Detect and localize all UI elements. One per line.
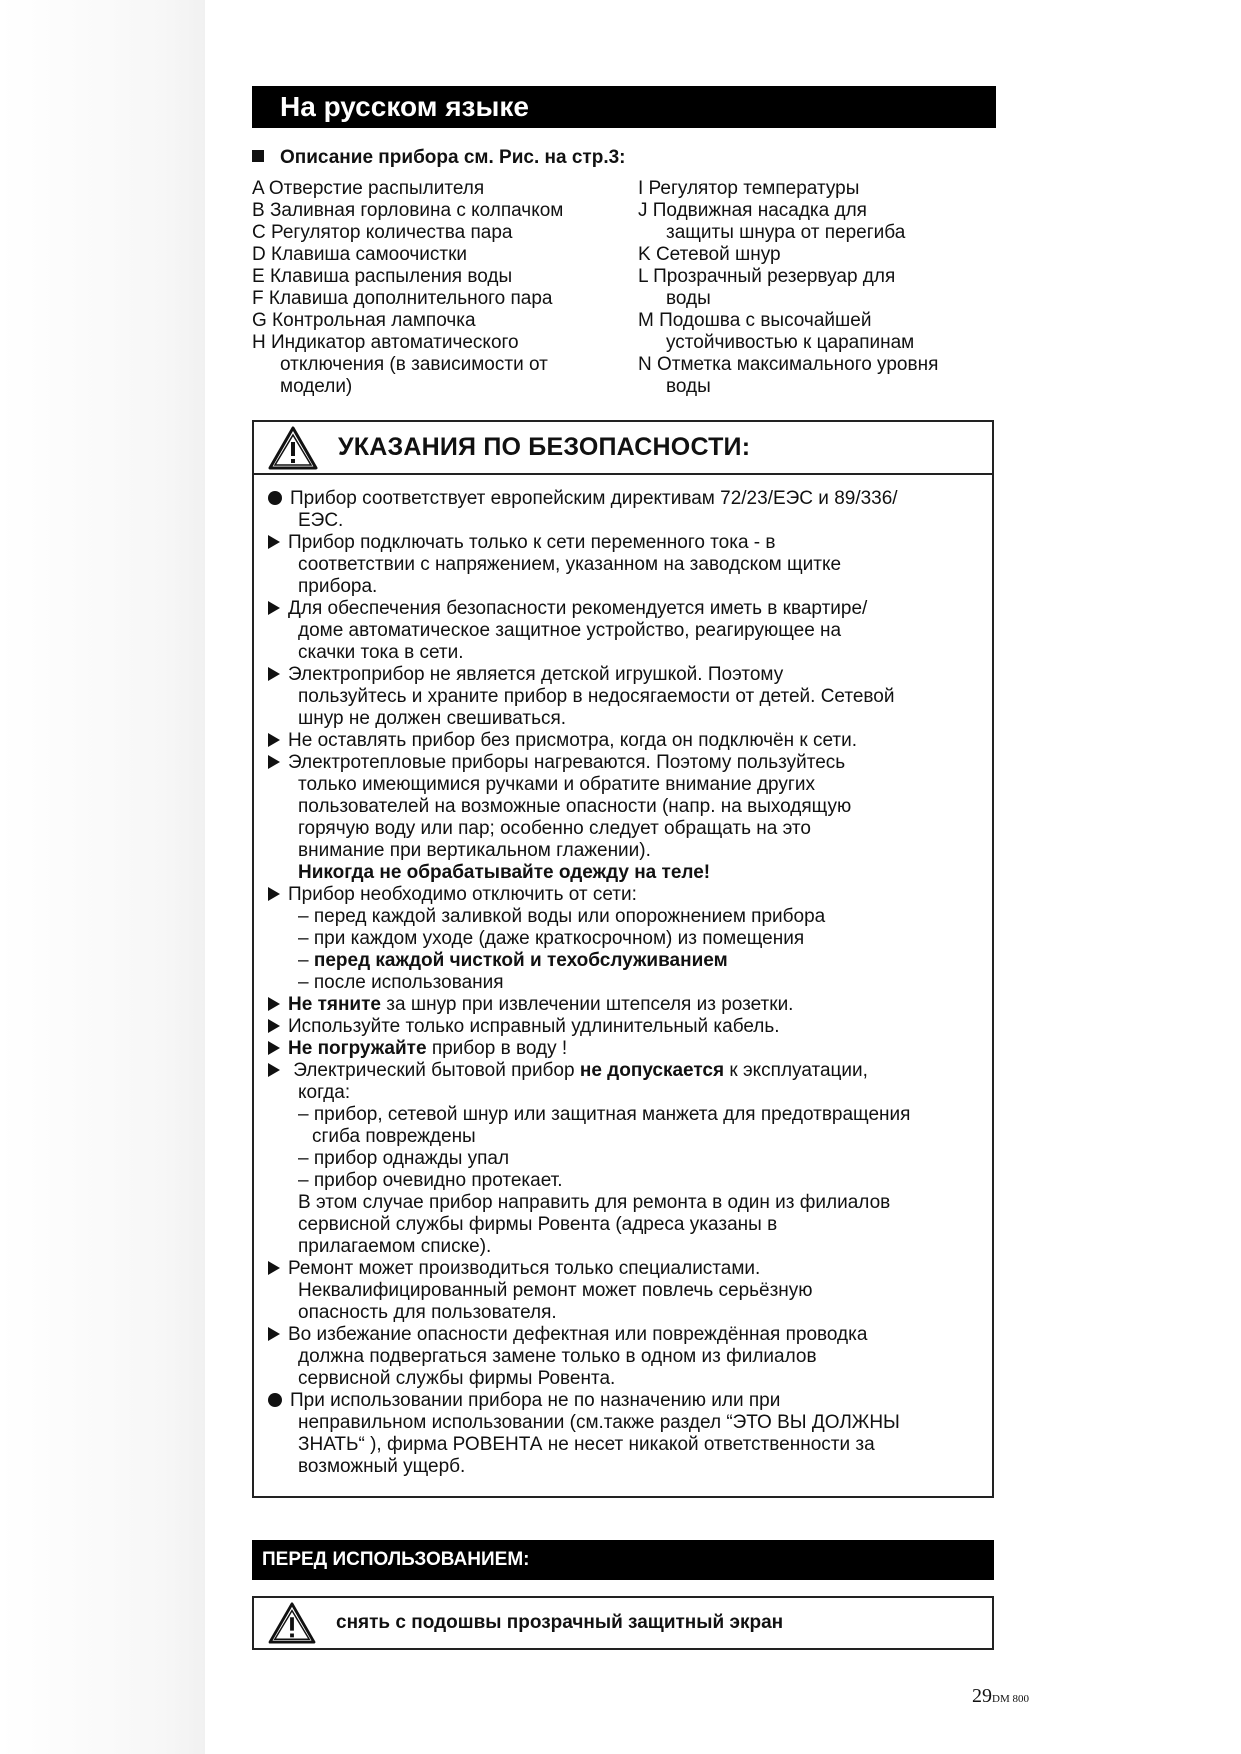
text: ЕЭС. bbox=[298, 510, 344, 531]
safety-line bbox=[268, 818, 988, 840]
arrow-bullet-icon bbox=[268, 601, 280, 615]
safety-line bbox=[268, 928, 988, 950]
text: – прибор очевидно протекает. bbox=[298, 1170, 563, 1191]
before-use-notice-box bbox=[252, 1596, 994, 1650]
bold-text: Никогда не обрабатывайте одежду на теле! bbox=[298, 862, 711, 883]
bold-text: Не погружайте bbox=[288, 1038, 427, 1059]
safety-line bbox=[268, 488, 988, 510]
safety-header bbox=[254, 422, 992, 475]
safety-line bbox=[268, 708, 988, 730]
text: опасность для пользователя. bbox=[298, 1302, 557, 1323]
safety-line bbox=[268, 1060, 988, 1082]
text: Прибор необходимо отключить от сети: bbox=[288, 884, 637, 905]
text: скачки тока в сети. bbox=[298, 642, 464, 663]
arrow-bullet-icon bbox=[268, 755, 280, 769]
text: сгиба повреждены bbox=[312, 1126, 476, 1147]
part-item: I Регулятор температуры bbox=[638, 178, 860, 199]
description-heading-text: Описание прибора см. Рис. на стр.3: bbox=[280, 147, 626, 168]
arrow-bullet-icon bbox=[268, 887, 280, 901]
model-code: DM 800 bbox=[992, 1693, 1029, 1705]
arrow-bullet-icon bbox=[268, 997, 280, 1011]
description-heading bbox=[252, 146, 626, 170]
text: Ремонт может производиться только специалистами. bbox=[288, 1258, 761, 1279]
square-bullet-icon bbox=[252, 150, 264, 162]
bold-text: не допускается bbox=[579, 1060, 725, 1081]
safety-line bbox=[268, 1346, 988, 1368]
text: сервисной службы фирмы Ровента (адреса указаны в bbox=[298, 1214, 778, 1235]
text: Электротепловые приборы нагреваются. Поэтому пользуйтесь bbox=[288, 752, 846, 773]
part-item: воды bbox=[666, 376, 711, 397]
part-item: B Заливная горловина с колпачком bbox=[252, 200, 564, 221]
safety-line bbox=[268, 1214, 988, 1236]
safety-line bbox=[268, 554, 988, 576]
text: только имеющимися ручками и обратите внимание других bbox=[298, 774, 815, 795]
safety-line bbox=[268, 730, 988, 752]
safety-line bbox=[268, 1192, 988, 1214]
safety-list bbox=[268, 488, 988, 1478]
text: шнур не должен свешиваться. bbox=[298, 708, 567, 729]
arrow-bullet-icon bbox=[268, 733, 280, 747]
text: – прибор однажды упал bbox=[298, 1148, 510, 1169]
safety-line bbox=[268, 1456, 988, 1478]
safety-line bbox=[268, 1148, 988, 1170]
text: доме автоматическое защитное устройство, реагирующее на bbox=[298, 620, 842, 641]
page-number: 29 bbox=[972, 1685, 992, 1707]
part-item: C Регулятор количества пара bbox=[252, 222, 513, 243]
safety-line bbox=[268, 1368, 988, 1390]
safety-line bbox=[268, 972, 988, 994]
text: соответствии с напряжением, указанном на заводском щитке bbox=[298, 554, 842, 575]
safety-line bbox=[268, 1126, 988, 1148]
before-use-notice-text: снять с подошвы прозрачный защитный экран bbox=[336, 1612, 784, 1633]
safety-line bbox=[268, 1280, 988, 1302]
page-footer bbox=[972, 1685, 1029, 1708]
text: ЗНАТЬ“ ), фирма РОВЕНТА не несет никакой ответственности за bbox=[298, 1434, 875, 1455]
text: должна подвергаться замене только в одном из филиалов bbox=[298, 1346, 817, 1367]
bold-text: Не тяните bbox=[288, 994, 381, 1015]
text: – прибор, сетевой шнур или защитная манжета для предотвращения bbox=[298, 1104, 911, 1125]
safety-line bbox=[268, 884, 988, 906]
part-item: H Индикатор автоматического bbox=[252, 332, 519, 353]
text: – bbox=[298, 950, 314, 971]
round-bullet-icon bbox=[268, 1393, 282, 1407]
text: пользователей на возможные опасности (напр. на выходящую bbox=[298, 796, 852, 817]
text: В этом случае прибор направить для ремонта в один из филиалов bbox=[298, 1192, 891, 1213]
arrow-bullet-icon bbox=[268, 1261, 280, 1275]
safety-line bbox=[268, 642, 988, 664]
text: – перед каждой заливкой воды или опорожнением прибора bbox=[298, 906, 826, 927]
safety-line bbox=[268, 796, 988, 818]
safety-line bbox=[268, 620, 988, 642]
text: сервисной службы фирмы Ровента. bbox=[298, 1368, 616, 1389]
part-item: E Клавиша распыления воды bbox=[252, 266, 513, 287]
safety-line bbox=[268, 906, 988, 928]
arrow-bullet-icon bbox=[268, 1063, 280, 1077]
part-item: F Клавиша дополнительного пара bbox=[252, 288, 553, 309]
text: когда: bbox=[298, 1082, 351, 1103]
safety-line bbox=[268, 752, 988, 774]
safety-line bbox=[268, 1016, 988, 1038]
safety-line bbox=[268, 1412, 988, 1434]
text: Прибор соответствует европейским директивам 72/23/ЕЭС и 89/336/ bbox=[290, 488, 898, 509]
text: Не оставлять прибор без присмотра, когда он подключён к сети. bbox=[288, 730, 858, 751]
safety-line bbox=[268, 862, 988, 884]
language-banner: На русском языке bbox=[252, 86, 996, 128]
safety-line bbox=[268, 686, 988, 708]
arrow-bullet-icon bbox=[268, 535, 280, 549]
text: пользуйтесь и храните прибор в недосягаемости от детей. Сетевой bbox=[298, 686, 895, 707]
text: Неквалифицированный ремонт может повлечь серьёзную bbox=[298, 1280, 813, 1301]
part-item: защиты шнура от перегиба bbox=[666, 222, 906, 243]
warning-triangle-icon bbox=[268, 426, 318, 470]
text: При использовании прибора не по назначению или при bbox=[290, 1390, 781, 1411]
part-item: D Клавиша самоочистки bbox=[252, 244, 468, 265]
part-item: L Прозрачный резервуар для bbox=[638, 266, 896, 287]
part-item: устойчивостью к царапинам bbox=[666, 332, 915, 353]
bold-text: перед каждой чисткой и техобслуживанием bbox=[313, 950, 728, 971]
safety-line bbox=[268, 1302, 988, 1324]
part-item: воды bbox=[666, 288, 711, 309]
text: Электроприбор не является детской игрушкой. Поэтому bbox=[288, 664, 784, 685]
text: – при каждом уходе (даже краткосрочном) из помещения bbox=[298, 928, 805, 949]
text: к эксплуатации, bbox=[724, 1060, 868, 1081]
safety-line bbox=[268, 950, 988, 972]
warning-triangle-icon bbox=[268, 1602, 316, 1644]
safety-line bbox=[268, 1104, 988, 1126]
arrow-bullet-icon bbox=[268, 1041, 280, 1055]
text: Во избежание опасности дефектная или повреждённая проводка bbox=[288, 1324, 868, 1345]
text: прибор в воду ! bbox=[426, 1038, 568, 1059]
safety-line bbox=[268, 1236, 988, 1258]
text: горячую воду или пар; особенно следует обращать на это bbox=[298, 818, 811, 839]
arrow-bullet-icon bbox=[268, 1019, 280, 1033]
safety-line bbox=[268, 1390, 988, 1412]
safety-line bbox=[268, 1170, 988, 1192]
safety-line bbox=[268, 1258, 988, 1280]
safety-line bbox=[268, 1038, 988, 1060]
part-item: G Контрольная лампочка bbox=[252, 310, 476, 331]
safety-line bbox=[268, 994, 988, 1016]
safety-line bbox=[268, 1082, 988, 1104]
safety-instructions-box bbox=[252, 420, 994, 1498]
safety-line bbox=[268, 598, 988, 620]
text: за шнур при извлечении штепселя из розетки. bbox=[381, 994, 794, 1015]
arrow-bullet-icon bbox=[268, 1327, 280, 1341]
safety-line bbox=[268, 1434, 988, 1456]
safety-line bbox=[268, 664, 988, 686]
text: Для обеспечения безопасности рекомендуется иметь в квартире/ bbox=[288, 598, 868, 619]
safety-line bbox=[268, 1324, 988, 1346]
safety-line bbox=[268, 774, 988, 796]
part-item: K Сетевой шнур bbox=[638, 244, 781, 265]
text: прибора. bbox=[298, 576, 378, 597]
part-item: J Подвижная насадка для bbox=[638, 200, 867, 221]
safety-line bbox=[268, 510, 988, 532]
text: Прибор подключать только к сети переменного тока - в bbox=[288, 532, 776, 553]
text: неправильном использовании (см.также раздел “ЭТО ВЫ ДОЛЖНЫ bbox=[298, 1412, 900, 1433]
text: Используйте только исправный удлинительный кабель. bbox=[288, 1016, 780, 1037]
part-item: модели) bbox=[280, 376, 353, 397]
before-use-banner: ПЕРЕД ИСПОЛЬЗОВАНИЕМ: bbox=[252, 1540, 994, 1580]
parts-list-right bbox=[638, 178, 998, 398]
text: внимание при вертикальном глажении). bbox=[298, 840, 651, 861]
safety-title: УКАЗАНИЯ ПО БЕЗОПАСНОСТИ: bbox=[338, 433, 751, 461]
safety-line bbox=[268, 532, 988, 554]
safety-line bbox=[268, 576, 988, 598]
text: прилагаемом списке). bbox=[298, 1236, 492, 1257]
page-margin-shade bbox=[0, 0, 205, 1754]
parts-list-left bbox=[252, 178, 632, 398]
part-item: A Отверстие распылителя bbox=[252, 178, 485, 199]
safety-line bbox=[268, 840, 988, 862]
round-bullet-icon bbox=[268, 491, 282, 505]
part-item: M Подошва с высочайшей bbox=[638, 310, 872, 331]
part-item: отключения (в зависимости от bbox=[280, 354, 548, 375]
part-item: N Отметка максимального уровня bbox=[638, 354, 939, 375]
text: возможный ущерб. bbox=[298, 1456, 466, 1477]
text: – после использования bbox=[298, 972, 504, 993]
text: Электрический бытовой прибор bbox=[288, 1060, 580, 1081]
arrow-bullet-icon bbox=[268, 667, 280, 681]
